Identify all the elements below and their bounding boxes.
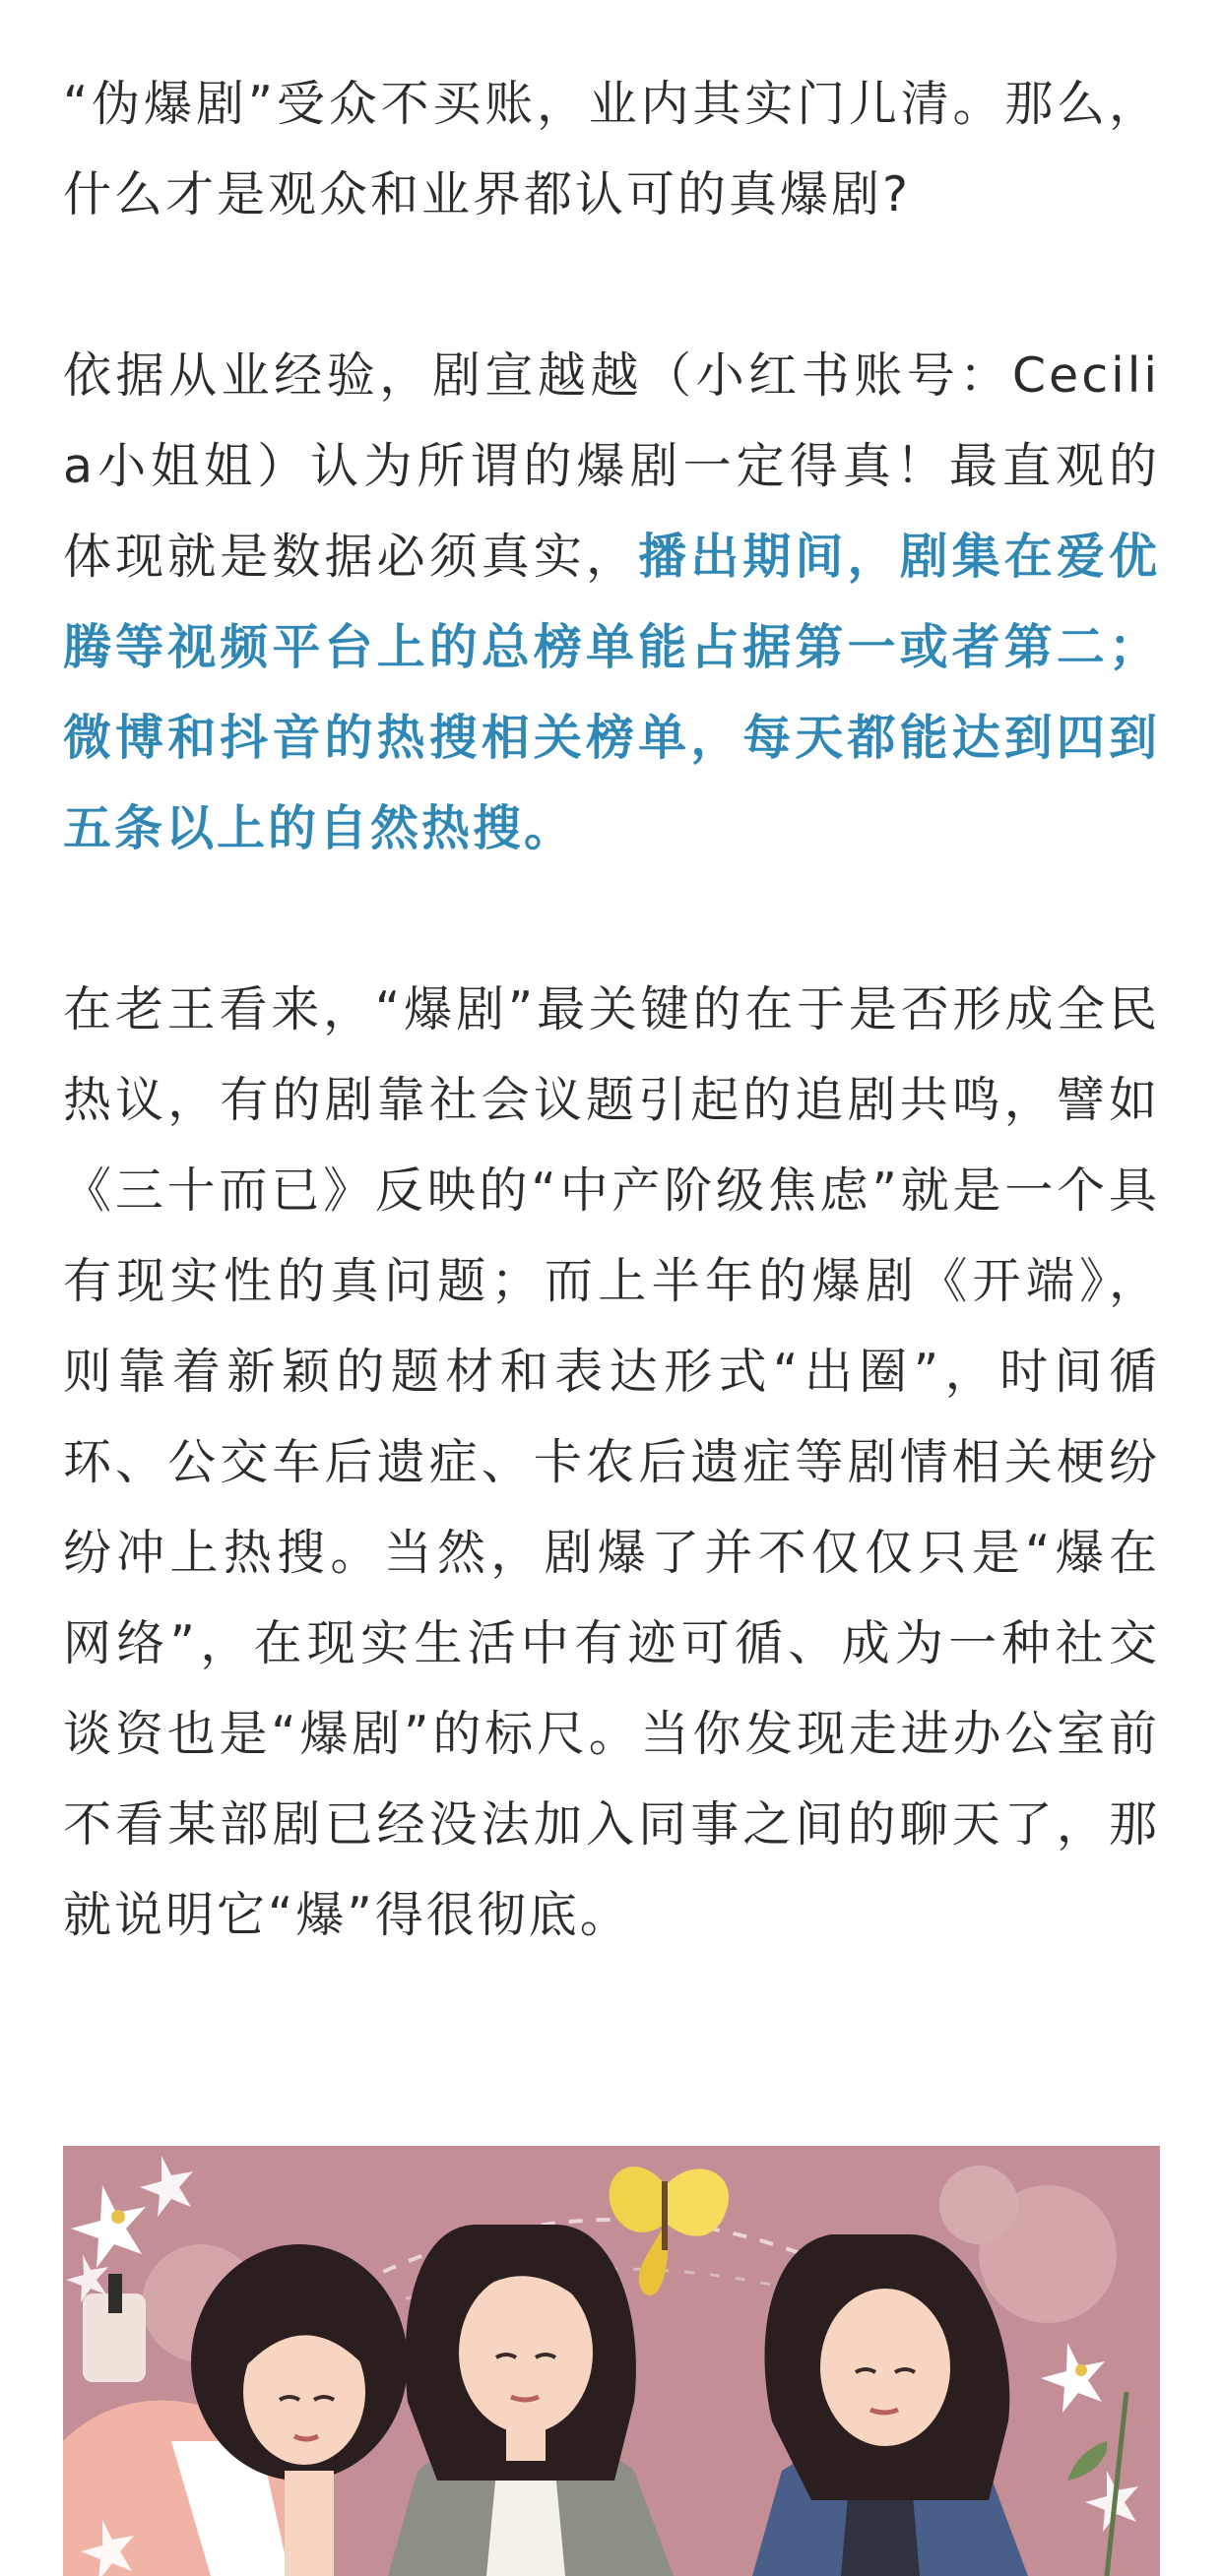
article-illustration bbox=[63, 2146, 1160, 2576]
illustration-artwork bbox=[63, 2146, 1160, 2576]
paragraph-1: “伪爆剧”受众不买账，业内其实门儿清。那么，什么才是观众和业界都认可的真爆剧? bbox=[63, 76, 1160, 222]
paragraph-3: 在老王看来，“爆剧”最关键的在于是否形成全民热议，有的剧靠社会议题引起的追剧共鸣，譬如《三十而已》反映的“中产阶级焦虑”就是一个具有现实性的真问题；而上半年的爆剧《开端》，则靠着新颖的题材和表达形式“出圈”，时间循环、公交车后遗症、卡农后遗症等剧情相关梗纷纷冲上热搜。当然，剧爆了并不仅仅只是“爆在网络”，在现实生活中有迹可循、成为一种社交谈资也是“爆剧”的标尺。当你发现走进办公室前不看某部剧已经没法加入同事之间的聊天了，那就说明它“爆”得很彻底。 bbox=[63, 981, 1160, 1943]
paragraph-2-text: 依据从业经验，剧宣越越（小红书账号：Cecilia小姐姐）认为所谓的爆剧一定得真！最直观的体现就是数据必须真实， bbox=[63, 347, 1160, 585]
paragraph-2-highlight: 播出期间，剧集在爱优腾等视频平台上的总榜单能占据第一或者第二；微博和抖音的热搜相关榜单，每天都能达到四到五条以上的自然热搜。 bbox=[63, 529, 1160, 856]
paragraph-2 bbox=[63, 331, 1160, 874]
article-body bbox=[63, 59, 1160, 1961]
